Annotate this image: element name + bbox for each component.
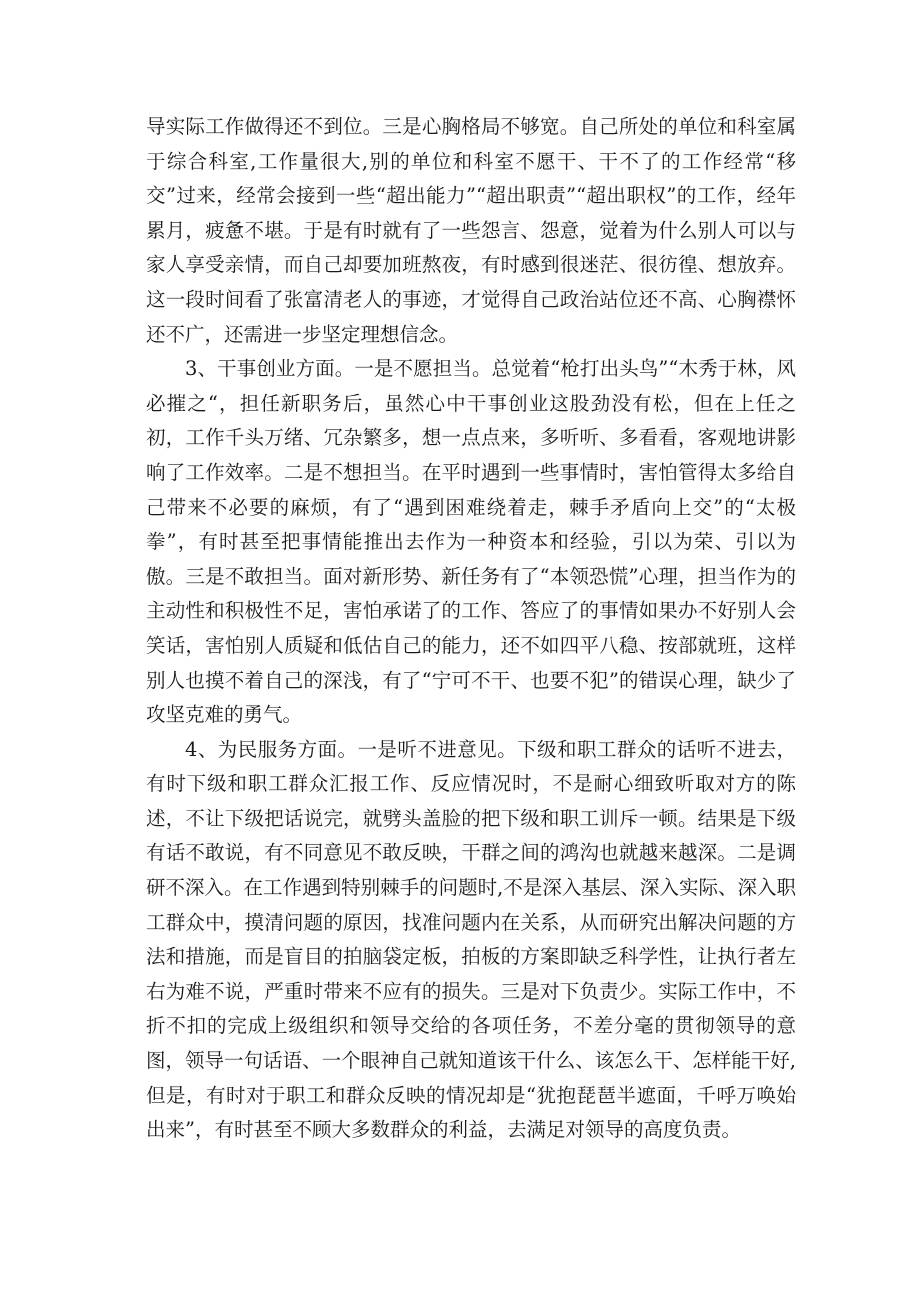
paragraph-public-service: 4、为民服务方面。一是听不进意见。下级和职工群众的话听不进去，有时下级和职工群众汇报工作、反应情况时，不是耐心细致听取对方的陈述，不让下级把话说完，就劈头盖脸的把下级和职工训斥一顿。结果是下级有话不敢说，有不同意见不敢反映，干群之间的鸿沟也就越来越深。二是调研不深入。在工作遇到特别棘手的问题时,不是深入基层、深入实际、深入职工群众中，摸清问题的原因，找准问题内在关系，从而研究出解决问题的方法和措施，而是盲目的拍脑袋定板，拍板的方案即缺乏科学性，让执行者左右为难不说，严重时带来不应有的损失。三是对下负责少。实际工作中，不折不扣的完成上级组织和领导交给的各项任务，不差分毫的贯彻领导的意图，领导一句话语、一个眼神自己就知道该干什么、该怎么干、怎样能干好,但是，有时对于职工和群众反映的情况却是“犹抱琵琶半遮面，千呼万唤始出来”，有时甚至不顾大多数群众的利益，去满足对领导的高度负责。 [146, 737, 796, 1142]
paragraph-entrepreneurship: 3、干事创业方面。一是不愿担当。总觉着“枪打出头鸟”“木秀于林，风必摧之“，担任新职务后，虽然心中干事创业这股劲没有松，但在上任之初，工作千头万绪、冗杂繁多，想一点点来，多听听、多看看，客观地讲影响了工作效率。二是不想担当。在平时遇到一些事情时，害怕管得太多给自己带来不必要的麻烦，有了“遇到困难绕着走，棘手矛盾向上交”的“太极拳”，有时甚至把事情能推出去作为一种资本和经验，引以为荣、引以为傲。三是不敢担当。面对新形势、新任务有了“本领恐慌”心理，担当作为的主动性和积极性不足，害怕承诺了的工作、答应了的事情如果办不好别人会笑话，害怕别人质疑和低估自己的能力，还不如四平八稳、按部就班，这样别人也摸不着自己的深浅，有了“宁可不干、也要不犯”的错误心理，缺少了攻坚克难的勇气。 [146, 357, 796, 727]
paragraph-continuation: 导实际工作做得还不到位。三是心胸格局不够宽。自己所处的单位和科室属于综合科室,工作量很大,别的单位和科室不愿干、干不了的工作经常“移交”过来，经常会接到一些“超出能力”“超出职责”“超出职权”的工作，经年累月，疲惫不堪。于是有时就有了一些怨言、怨意，觉着为什么别人可以与家人享受亲情，而自己却要加班熬夜，有时感到很迷茫、很彷徨、想放弃。这一段时间看了张富清老人的事迹，才觉得自己政治站位还不高、心胸襟怀还不广，还需进一步坚定理想信念。 [146, 115, 796, 346]
body-text [146, 110, 796, 1148]
